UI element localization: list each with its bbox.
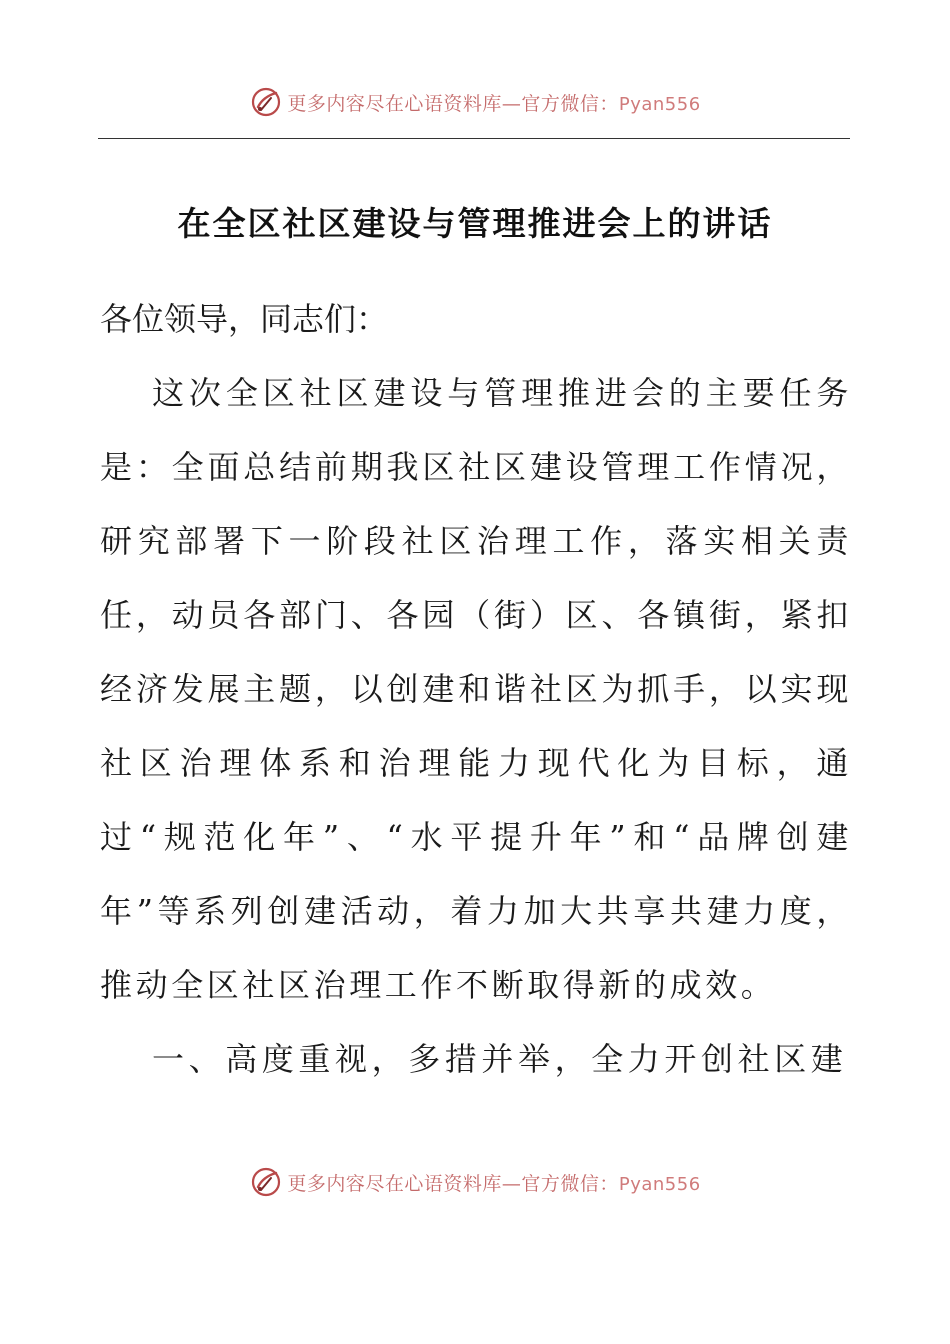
pen-swirl-icon (249, 85, 283, 119)
watermark-text (287, 89, 700, 116)
pen-swirl-icon (249, 1165, 283, 1199)
footer-watermark (0, 1162, 950, 1202)
salutation: 各位领导，同志们： (100, 300, 389, 338)
body-paragraph: 这次全区社区建设与管理推进会的主要任务是：全面总结前期我区社区建设管理工作情况，研究部署下一阶段社区治理工作，落实相关责任，动员各部门、各园（街）区、各镇街，紧扣经济发展主题，以创建和谐社区为抓手，以实现社区治理体系和治理能力现代化为目标，通过“规范化年”、“水平提升年”和“品牌创建年”等系列创建活动，着力加大共享共建力度，推动全区社区治理工作不断取得新的成效。 (100, 374, 852, 1004)
watermark-wechat-id: Pyan556 (618, 1173, 701, 1195)
watermark-wechat-label: 官方微信： (521, 92, 619, 115)
header-watermark (0, 82, 950, 122)
document-body (100, 282, 852, 1096)
watermark-separator: — (501, 92, 522, 115)
watermark-site: 更多内容尽在心语资料库 (287, 1172, 502, 1195)
header-divider (98, 138, 850, 139)
watermark-site: 更多内容尽在心语资料库 (287, 92, 502, 115)
document-title: 在全区社区建设与管理推进会上的讲话 (177, 204, 773, 243)
section-heading: 一、高度重视，多措并举，全力开创社区建 (152, 1040, 848, 1078)
watermark-separator: — (501, 1172, 522, 1195)
watermark-wechat-label: 官方微信： (521, 1172, 619, 1195)
watermark-wechat-id: Pyan556 (618, 93, 701, 115)
watermark-text (287, 1169, 700, 1196)
